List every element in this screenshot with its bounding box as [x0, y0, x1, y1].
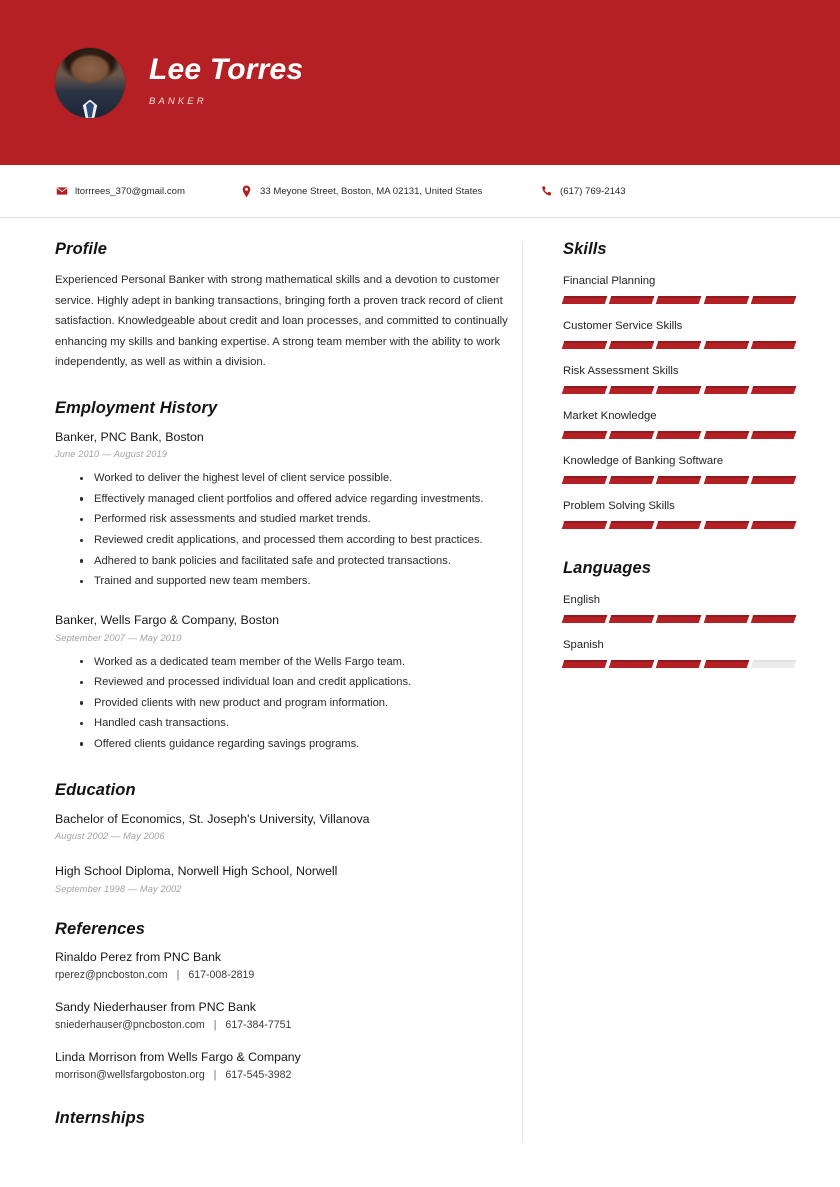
bar-segment	[562, 615, 608, 623]
bar-segment	[562, 341, 608, 349]
skill-item	[563, 317, 795, 349]
skill-item	[563, 362, 795, 394]
bar-segment	[656, 476, 702, 484]
skill-label: Risk Assessment Skills	[563, 365, 679, 377]
bar-segment	[703, 341, 749, 349]
reference-name: Sandy Niederhauser from PNC Bank	[55, 999, 256, 1014]
bar-segment	[656, 521, 702, 529]
bar-segment	[751, 386, 797, 394]
skill-label: Knowledge of Banking Software	[563, 455, 724, 467]
reference-entry	[55, 950, 522, 981]
languages-block	[563, 559, 795, 668]
language-level-bar	[563, 615, 795, 623]
bullet-item: Effectively managed client portfolios and offered advice regarding investments.	[94, 489, 522, 510]
bar-segment	[656, 615, 702, 623]
contact-email-text: ltorrrees_370@gmail.com	[75, 185, 185, 197]
bar-segment	[609, 296, 655, 304]
bar-segment	[609, 521, 655, 529]
main-column	[0, 240, 522, 1142]
bar-segment	[751, 476, 797, 484]
contact-phone-text: (617) 769-2143	[560, 185, 626, 197]
reference-phone[interactable]: 617-384-7751	[225, 1018, 292, 1031]
header-text-block	[149, 54, 303, 112]
bullet-item: Offered clients guidance regarding savings programs.	[94, 734, 522, 755]
bar-segment	[609, 476, 655, 484]
bar-segment	[656, 660, 702, 668]
skill-level-bar	[563, 341, 795, 349]
bullet-item: Handled cash transactions.	[94, 713, 522, 734]
education-entry	[55, 863, 522, 894]
skill-level-bar	[563, 521, 795, 529]
skill-label: Market Knowledge	[563, 410, 657, 422]
section-heading-languages: Languages	[563, 559, 652, 577]
phone-icon	[540, 185, 553, 198]
language-item	[563, 591, 795, 623]
bar-segment	[609, 615, 655, 623]
skill-label: Customer Service Skills	[563, 320, 683, 332]
employment-title: Banker, Wells Fargo & Company, Boston	[55, 612, 280, 627]
contact-bar	[0, 165, 840, 218]
education-date: September 1998 — May 2002	[55, 883, 182, 894]
bar-segment	[751, 615, 797, 623]
contact-address-text: 33 Meyone Street, Boston, MA 02131, United States	[260, 185, 483, 197]
language-item	[563, 636, 795, 668]
bar-segment	[703, 296, 749, 304]
section-heading-internships: Internships	[55, 1108, 146, 1127]
bullet-item: Adhered to bank policies and facilitated safe and protected transactions.	[94, 551, 522, 572]
bullet-item: Reviewed credit applications, and processed them according to best practices.	[94, 530, 522, 551]
bar-segment	[562, 521, 608, 529]
section-heading-education: Education	[55, 780, 136, 799]
education-title: Bachelor of Economics, St. Joseph's University, Villanova	[55, 811, 370, 826]
contact-address	[240, 185, 540, 198]
resume-header	[0, 0, 840, 165]
bar-segment	[562, 296, 608, 304]
reference-name: Rinaldo Perez from PNC Bank	[55, 949, 222, 964]
bar-segment	[703, 615, 749, 623]
employment-date: September 2007 — May 2010	[55, 632, 182, 643]
bar-segment	[562, 660, 608, 668]
skill-level-bar	[563, 476, 795, 484]
resume-body	[0, 218, 840, 1142]
reference-separator: |	[176, 968, 180, 981]
section-heading-references: References	[55, 919, 145, 938]
bar-segment-empty	[751, 660, 797, 668]
bar-segment	[751, 431, 797, 439]
bullet-item: Reviewed and processed individual loan and credit applications.	[94, 672, 522, 693]
bar-segment	[703, 521, 749, 529]
contact-email[interactable]	[55, 185, 240, 198]
education-list	[55, 811, 522, 894]
language-level-bar	[563, 660, 795, 668]
reference-phone[interactable]: 617-545-3982	[225, 1068, 292, 1081]
bullet-item: Trained and supported new team members.	[94, 571, 522, 592]
reference-email[interactable]: rperez@pncboston.com	[55, 968, 168, 981]
bar-segment	[562, 476, 608, 484]
skill-level-bar	[563, 431, 795, 439]
candidate-job-title: BANKER	[149, 96, 207, 108]
reference-email[interactable]: morrison@wellsfargoboston.org	[55, 1068, 205, 1081]
bar-segment	[751, 521, 797, 529]
bullet-item: Provided clients with new product and program information.	[94, 693, 522, 714]
reference-contact	[55, 1069, 522, 1081]
bar-segment	[656, 386, 702, 394]
education-entry	[55, 811, 522, 842]
skill-level-bar	[563, 386, 795, 394]
bar-segment	[751, 296, 797, 304]
language-label: English	[563, 594, 601, 606]
reference-phone[interactable]: 617-008-2819	[188, 968, 255, 981]
profile-photo	[55, 48, 125, 118]
skill-item	[563, 407, 795, 439]
section-heading-employment: Employment History	[55, 398, 218, 417]
profile-text: Experienced Personal Banker with strong mathematical skills and a devotion to customer service. Highly adept in banking transactions, bringing forth a proven track record of client satisfaction. Knowledgeable about credit and loan processes, and committed to continually enhancing my skills and banking expertise. A strong team member with the ability to work independently, as well as within a division.	[55, 274, 508, 368]
map-pin-icon	[240, 185, 253, 198]
employment-date: June 2010 — August 2019	[55, 449, 168, 460]
contact-phone[interactable]	[540, 185, 626, 198]
bar-segment	[609, 660, 655, 668]
employment-bullets	[55, 652, 522, 755]
bar-segment	[562, 386, 608, 394]
bullet-item: Worked as a dedicated team member of the Wells Fargo team.	[94, 652, 522, 673]
skills-block	[563, 240, 795, 529]
reference-contact	[55, 969, 522, 981]
bar-segment	[656, 341, 702, 349]
bar-segment	[562, 431, 608, 439]
reference-entry	[55, 1000, 522, 1031]
envelope-icon	[55, 185, 68, 198]
bar-segment	[656, 431, 702, 439]
language-label: Spanish	[563, 639, 604, 651]
bar-segment	[703, 386, 749, 394]
employment-entry	[55, 612, 522, 755]
candidate-name: Lee Torres	[149, 52, 304, 86]
skill-item	[563, 497, 795, 529]
reference-separator: |	[213, 1018, 217, 1031]
section-heading-skills: Skills	[563, 240, 607, 258]
reference-entry	[55, 1050, 522, 1081]
employment-title: Banker, PNC Bank, Boston	[55, 429, 204, 444]
employment-list	[55, 429, 522, 755]
bullet-item: Worked to deliver the highest level of client service possible.	[94, 468, 522, 489]
employment-bullets	[55, 468, 522, 592]
bar-segment	[751, 341, 797, 349]
skill-label: Financial Planning	[563, 275, 656, 287]
bar-segment	[703, 476, 749, 484]
reference-email[interactable]: sniederhauser@pncboston.com	[55, 1018, 205, 1031]
bar-segment	[609, 341, 655, 349]
bar-segment	[703, 660, 749, 668]
skill-item	[563, 452, 795, 484]
reference-separator: |	[213, 1068, 217, 1081]
sidebar-column	[523, 240, 840, 1142]
reference-name: Linda Morrison from Wells Fargo & Company	[55, 1049, 301, 1064]
education-date: August 2002 — May 2006	[55, 831, 165, 842]
bar-segment	[703, 431, 749, 439]
bar-segment	[609, 431, 655, 439]
bullet-item: Performed risk assessments and studied market trends.	[94, 509, 522, 530]
references-list	[55, 950, 522, 1081]
employment-entry	[55, 429, 522, 592]
section-heading-profile: Profile	[55, 240, 108, 258]
bar-segment	[656, 296, 702, 304]
bar-segment	[609, 386, 655, 394]
skill-level-bar	[563, 296, 795, 304]
reference-contact	[55, 1019, 522, 1031]
education-title: High School Diploma, Norwell High School, Norwell	[55, 864, 338, 879]
skill-item	[563, 272, 795, 304]
skill-label: Problem Solving Skills	[563, 500, 675, 512]
